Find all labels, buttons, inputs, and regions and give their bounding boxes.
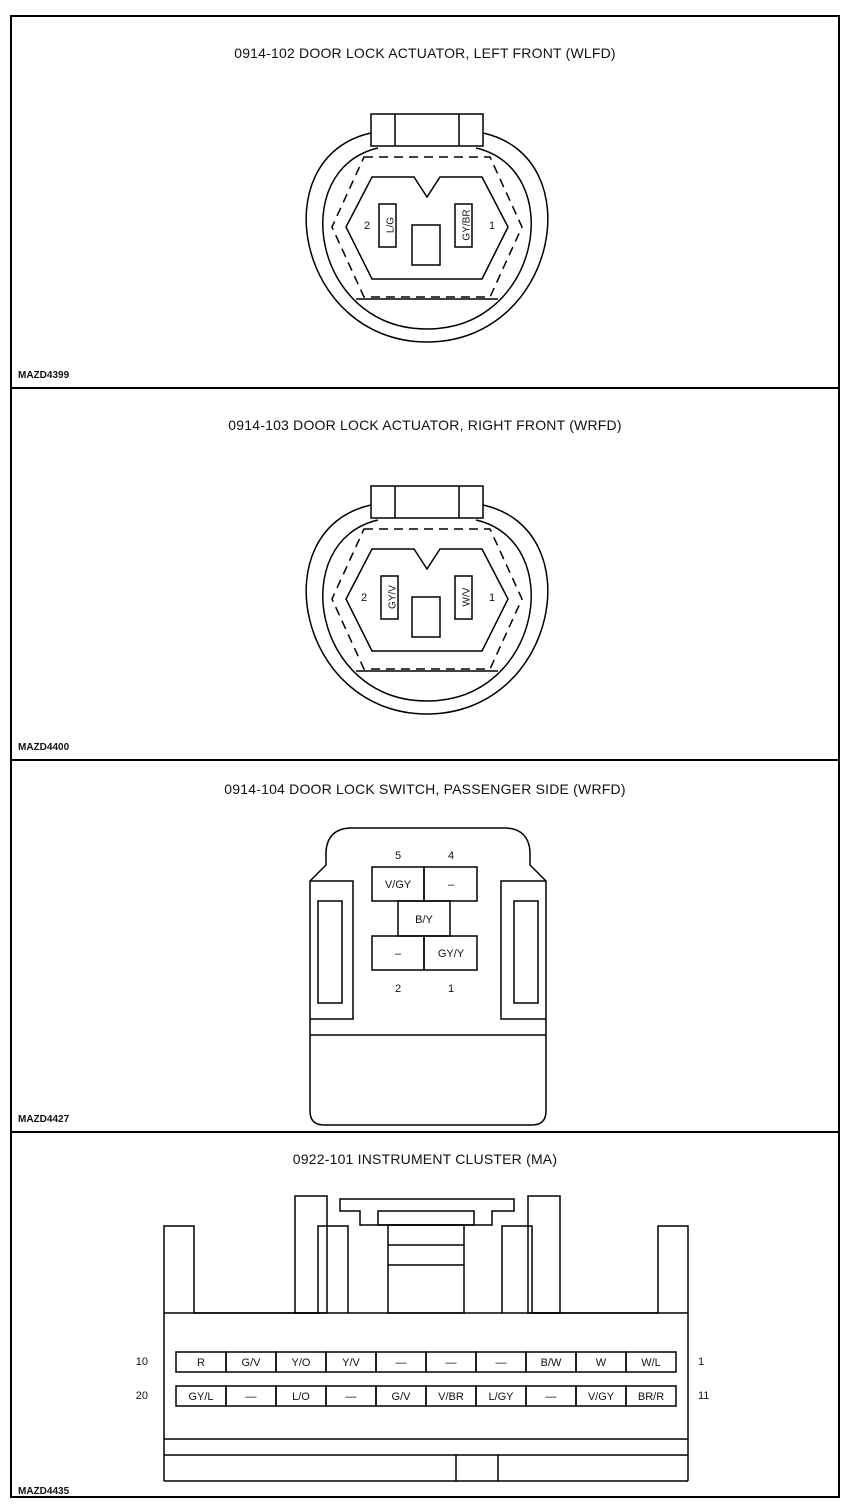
pin-2-wire-color: L/G <box>385 216 397 234</box>
pin-number-1: 1 <box>489 592 496 604</box>
terminal-18-wire-color: L/O <box>292 1391 310 1403</box>
pin-1-wire-color: GY/Y <box>437 948 465 960</box>
terminal-11-wire-color: BR/R <box>637 1391 665 1403</box>
terminal-6-wire-color: — <box>395 1357 407 1369</box>
right-clip-inner <box>514 901 538 1003</box>
terminal-7-wire-color: Y/V <box>342 1357 360 1369</box>
connector-inner-body <box>323 520 531 701</box>
center-latch-top <box>340 1199 514 1225</box>
pin-1-wire-color: W/V <box>461 587 473 607</box>
pin-4-wire-color: – <box>447 879 455 891</box>
panel-title: 0914-102 DOOR LOCK ACTUATOR, LEFT FRONT (WLFD) <box>234 45 616 61</box>
figure-id: MAZD4400 <box>18 742 70 753</box>
connector-diagram <box>12 389 842 761</box>
figure-id: MAZD4399 <box>18 370 70 381</box>
connector-diagram <box>12 761 842 1133</box>
terminal-cavity-outline <box>346 177 508 279</box>
cluster-housing-right <box>502 1226 688 1481</box>
row-label-10: 10 <box>135 1356 148 1368</box>
pin-number-1: 1 <box>489 220 496 232</box>
panel-door-lock-actuator-right <box>12 387 838 759</box>
panel-title: 0922-101 INSTRUMENT CLUSTER (MA) <box>292 1151 558 1167</box>
terminal-16-wire-color: G/V <box>391 1391 411 1403</box>
terminal-17-wire-color: — <box>345 1391 357 1403</box>
pin-number-1: 1 <box>447 983 455 995</box>
pin-number-2: 2 <box>364 220 371 232</box>
figure-id: MAZD4427 <box>18 1114 70 1125</box>
panel-title: 0914-104 DOOR LOCK SWITCH, PASSENGER SIDE (WRFD) <box>224 781 626 797</box>
terminal-4-wire-color: — <box>495 1357 507 1369</box>
center-key <box>412 597 440 637</box>
pin-2-wire-color: GY/V <box>387 585 399 609</box>
panel-door-lock-actuator-left <box>12 17 838 387</box>
connector-outer-body <box>306 505 548 714</box>
terminal-19-wire-color: — <box>245 1391 257 1403</box>
pin-number-2: 2 <box>394 983 402 995</box>
pin-number-2: 2 <box>361 592 368 604</box>
terminal-8-wire-color: Y/O <box>291 1357 311 1369</box>
terminal-12-wire-color: V/GY <box>587 1391 615 1403</box>
terminal-2-wire-color: W <box>595 1357 607 1369</box>
right-post <box>528 1196 560 1313</box>
center-latch-body <box>388 1225 464 1313</box>
terminal-13-wire-color: — <box>545 1391 557 1403</box>
pin-number-4: 4 <box>447 850 455 862</box>
panel-instrument-cluster <box>12 1131 838 1500</box>
connector-outer-body <box>306 133 548 342</box>
row-label-20: 20 <box>135 1390 148 1402</box>
terminal-20-wire-color: GY/L <box>188 1391 214 1403</box>
diagram-sheet <box>10 15 840 1498</box>
connector-inner-body <box>323 148 531 329</box>
connector-latch <box>371 486 483 518</box>
terminal-1-wire-color: W/L <box>641 1357 661 1369</box>
terminal-14-wire-color: L/GY <box>488 1391 514 1403</box>
panel-door-lock-switch-passenger <box>12 759 838 1131</box>
center-wire-color: B/Y <box>415 914 433 926</box>
pin-number-5: 5 <box>394 850 402 862</box>
connector-latch <box>371 114 483 146</box>
cluster-housing-left <box>164 1226 348 1481</box>
terminal-10-wire-color: R <box>197 1357 205 1369</box>
terminal-cavity-outline <box>346 549 508 651</box>
left-post <box>295 1196 327 1313</box>
pin-1-wire-color: GY/BR <box>461 209 473 241</box>
terminal-5-wire-color: — <box>445 1357 457 1369</box>
pin-5-wire-color: V/GY <box>384 879 412 891</box>
terminal-9-wire-color: G/V <box>241 1357 261 1369</box>
figure-id: MAZD4435 <box>18 1486 70 1497</box>
row-label-1: 1 <box>698 1356 705 1368</box>
connector-diagram <box>12 17 842 387</box>
terminal-3-wire-color: B/W <box>540 1357 562 1369</box>
switch-housing <box>310 828 546 1125</box>
panel-title: 0914-103 DOOR LOCK ACTUATOR, RIGHT FRONT (WRFD) <box>228 417 622 433</box>
connector-diagram <box>12 1133 842 1502</box>
pin-2-wire-color: – <box>394 948 402 960</box>
row-label-11: 11 <box>698 1390 710 1402</box>
center-key <box>412 225 440 265</box>
terminal-15-wire-color: V/BR <box>438 1391 464 1403</box>
left-clip-inner <box>318 901 342 1003</box>
